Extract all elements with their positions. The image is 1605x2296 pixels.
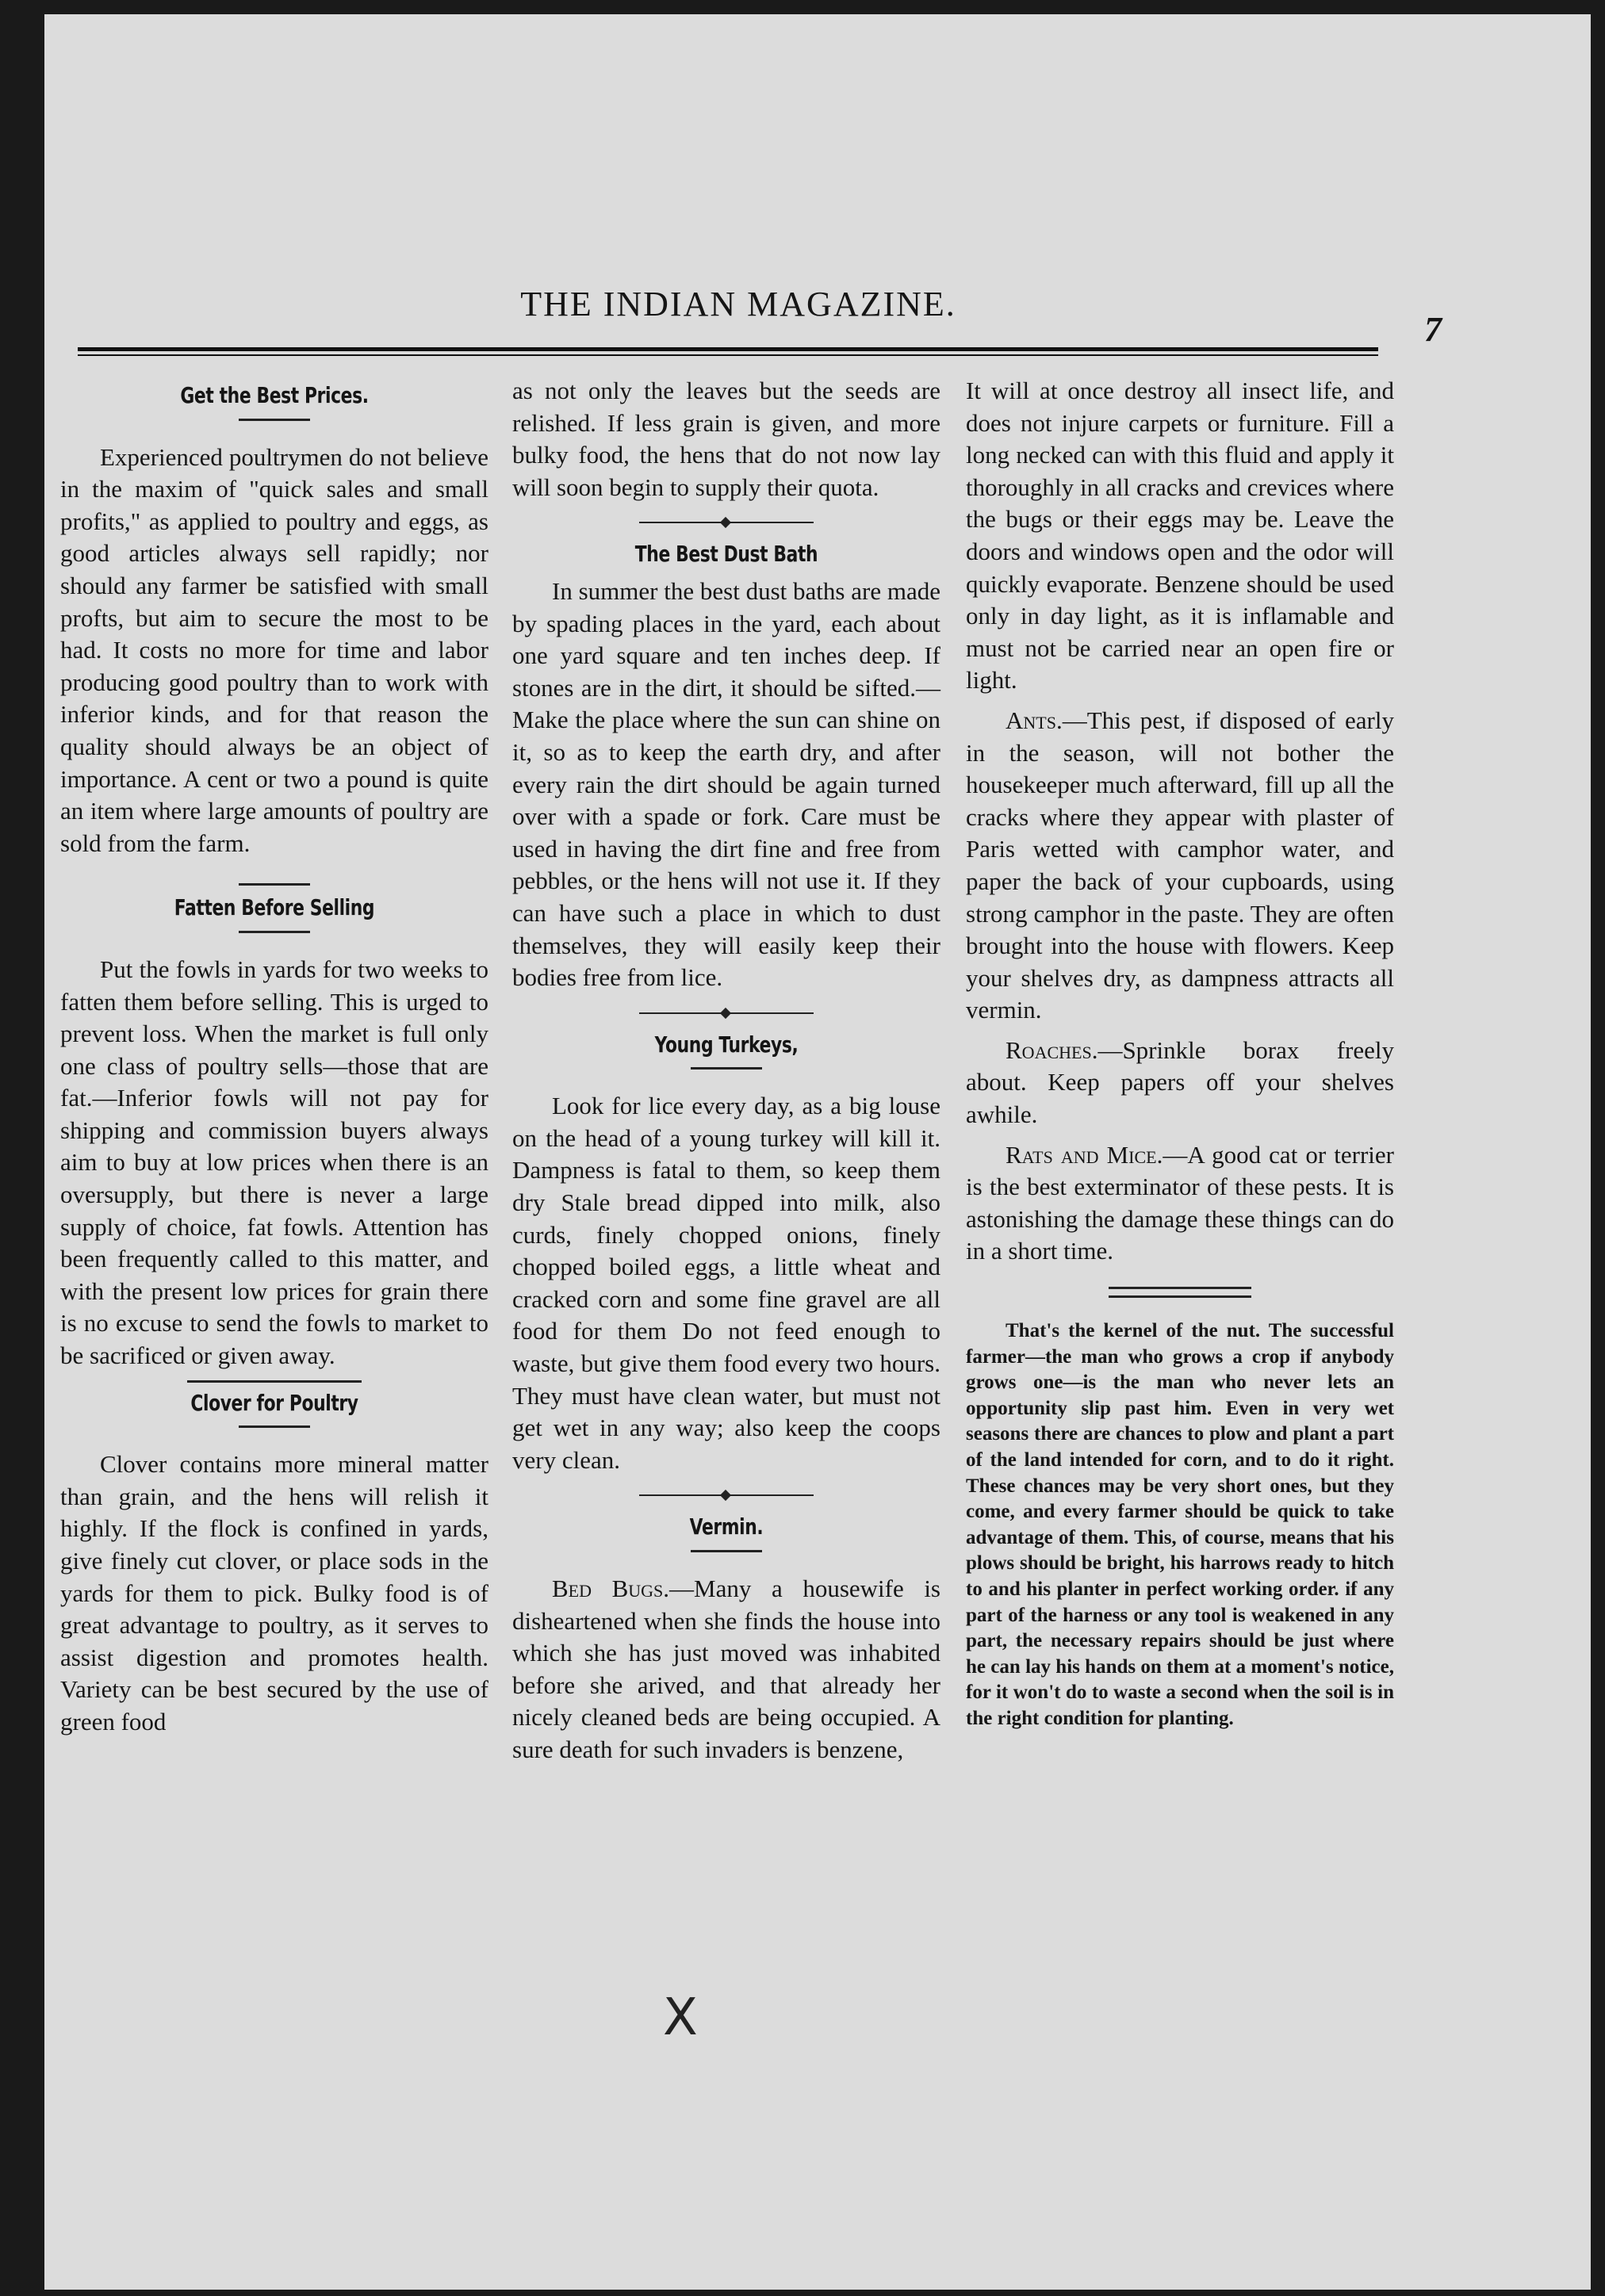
column-1 <box>60 375 488 1739</box>
paragraph: Clover contains more mineral matter than grain, and the hens will relish it highly. If the flock is confined in yards, give finely cut clover, or place sods in the yards for them to pick. Bulky food is of great advantage to poultry, as it serves to assist digestion and promotes health. Variety can be best secured by the use of green food <box>60 1450 488 1735</box>
paragraph <box>512 1573 940 1766</box>
paragraph: In summer the best dust baths are made by spading places in the yard, each about one yard square and ten inches deep. If stones are in the dirt, it should be sifted.—Make the place where the sun can shine on it, so as to keep the earth dry, and after every rain the dirt should be again turned over with a spade or fork. Care must be used in having the dirt fine and free from pebbles, or the hens will not use it. If they can have such a place in which to dust themselves, they will easily keep their bodies free from lice. <box>512 576 940 992</box>
column-3 <box>966 375 1394 1732</box>
paragraph <box>966 705 1394 1027</box>
heading-fatten: Fatten Before Selling <box>174 894 375 921</box>
run-in-head: Rats and Mice. <box>1006 1140 1163 1169</box>
heading-clover: Clover for Poultry <box>190 1389 358 1416</box>
run-in-head: Roaches. <box>1006 1035 1098 1064</box>
heading-dust-bath: The Best Dust Bath <box>634 541 818 568</box>
heading-vermin: Vermin. <box>689 1513 764 1540</box>
divider <box>691 1550 762 1552</box>
paragraph: Put the fowls in yards for two weeks to fatten them before selling. This is urged to prevent loss. When the market is full only one class of poultry sells—those that are fat.—Inferior fowls will not pay for shipping and commission buyers always aim to buy at low prices when there is an oversupply, but there is never a large supply of choice, fat fowls. Attention has been frequently called to this matter, and with the present low prices for grain there is no excuse to send the fowls to market to be sacrificed or given away. <box>60 955 488 1370</box>
paragraph: Look for lice every day, as a big louse on the head of a young turkey will kill it. Dampness is fatal to them, so keep them dry Stale bread dipped into milk, also curds, finely chopped onions, finely chopped boiled eggs, a little wheat and cracked corn and some fine gravel are all food for them Do not feed enough to waste, but give them food every two hours. They must have clean water, but must not get wet in any way; also keep the coops very clean. <box>512 1092 940 1474</box>
paragraph-text: —Sprinkle borax freely about. Keep papers off your shelves awhile. <box>966 1035 1394 1129</box>
run-in-head: Bed Bugs. <box>552 1575 670 1602</box>
ornament-divider <box>639 1490 814 1500</box>
divider <box>187 1380 362 1383</box>
divider <box>239 419 310 421</box>
divider <box>691 1067 762 1070</box>
double-rule-divider <box>1109 1287 1251 1298</box>
running-head: THE INDIAN MAGAZINE. <box>520 285 956 323</box>
heading-young-turkeys: Young Turkeys, <box>654 1031 799 1058</box>
header-rule <box>78 347 1378 356</box>
ornament-divider <box>639 1008 814 1018</box>
paragraph-text: —A good cat or terrier is the best exterminator of these pests. It is astonishing the damage these things can do in a short time. <box>966 1140 1394 1265</box>
paragraph <box>966 1035 1394 1131</box>
handwritten-mark: X <box>663 1988 698 2047</box>
divider <box>239 883 310 886</box>
page-number: 7 <box>1424 310 1442 349</box>
paragraph-small: That's the kernel of the nut. The successful farmer—the man who grows a crop if anybody grows one—is the man who never lets an opportunity slip past him. Even in very wet seasons there are chances to plow and plant a part of the land intended for corn, and to do it right. These chances may be very short ones, but they come, and every farmer should be quick to take advantage of them. This, of course, means that his plows should be bright, his harrows ready to hitch to and his planter in perfect working order. if any part of the harness or any tool is weakened in any part, the necessary repairs should be just where he can lay his hands on them at a moment's notice, for it won't do to waste a second when the soil is in the right condition for planting. <box>966 1320 1394 1729</box>
magazine-page <box>44 14 1591 2290</box>
column-2 <box>512 375 940 1766</box>
divider <box>239 931 310 933</box>
paragraph: It will at once destroy all insect life, and does not injure carpets or furniture. Fill a long necked can with this fluid and apply it thoroughly in all cracks and crevices where the bugs or their eggs may be. Leave the doors and windows open and the odor will quickly evaporate. Benzene should be used only in day light, as it is inflamable and must not be carried near an open fire or light. <box>966 377 1394 695</box>
paragraph: Experienced poultrymen do not believe in the maxim of "quick sales and small profits," as applied to poultry and eggs, as good articles always sell rapidly; nor should any farmer be satisfied with small profts, but aim to secure the most to be had. It costs no more for time and labor producing good poultry than to work with inferior kinds, and for that reason the quality should always be an object of importance. A cent or two a pound is quite an item where large amounts of poultry are sold from the farm. <box>60 442 488 857</box>
heading-best-prices: Get the Best Prices. <box>180 382 369 408</box>
paragraph-text: —This pest, if disposed of early in the season, will not bother the housekeeper much afterward, fill up all the cracks where they appear with plaster of Paris wetted with camphor water, and paper the back of your cupboards, using strong camphor in the paste. They are often brought into the house with flowers. Keep your shelves dry, as dampness attracts all vermin. <box>966 706 1394 1024</box>
ornament-divider <box>639 518 814 527</box>
paragraph-text: —Many a housewife is disheartened when she finds the house into which she has just moved was inhabited before she arived, and that already her nicely cleaned beds are being occupied. A sure death for such invaders is benzene, <box>512 1575 940 1763</box>
paragraph: as not only the leaves but the seeds are relished. If less grain is given, and more bulky food, the hens that do not now lay will soon begin to supply their quota. <box>512 377 940 501</box>
paragraph <box>966 1139 1394 1268</box>
run-in-head: Ants. <box>1006 706 1063 734</box>
divider <box>239 1425 310 1428</box>
page-header <box>84 284 1442 349</box>
